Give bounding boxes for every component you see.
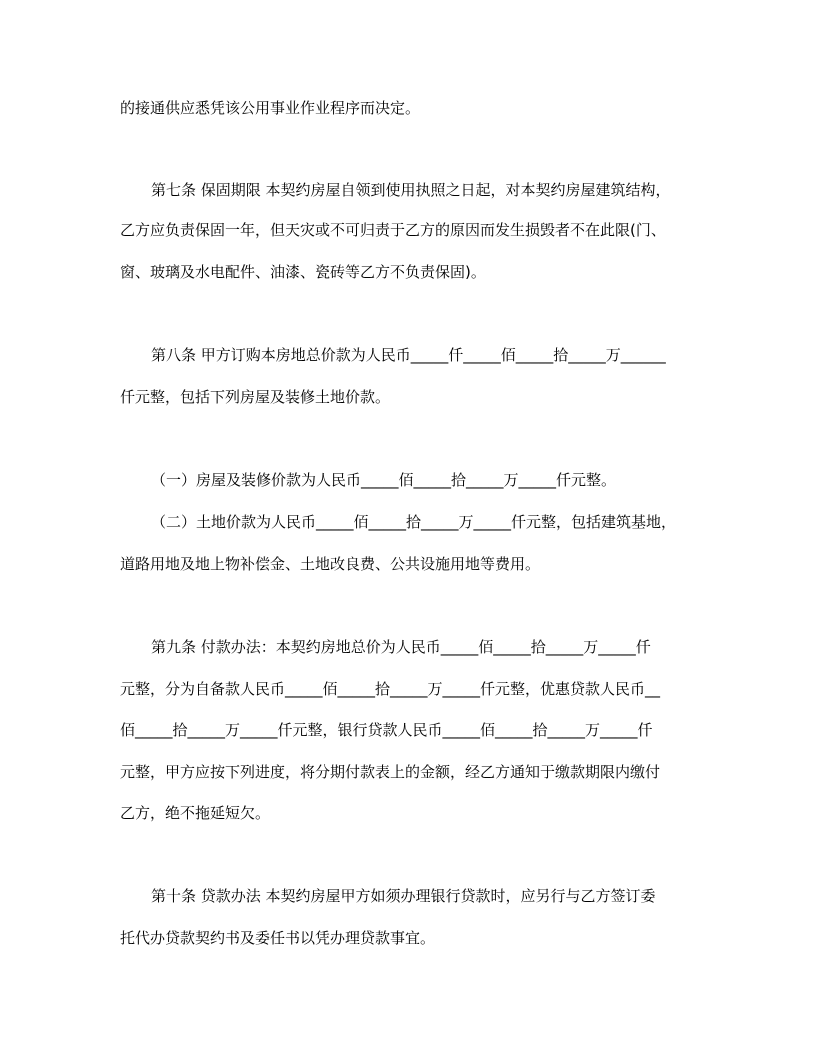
paragraph-line: 窗、玻璃及水电配件、油漆、瓷砖等乙方不负责保固)。	[120, 263, 486, 281]
paragraph-line: 的接通供应悉凭该公用事业作业程序而决定。	[120, 99, 421, 117]
list-item-1: （一）房屋及装修价款为人民币_____佰_____拾_____万_____仟元整。	[151, 471, 617, 489]
article-7-title-line: 第七条 保固期限 本契约房屋自领到使用执照之日起，对本契约房屋建筑结构，	[151, 181, 671, 199]
paragraph-line: 道路用地及地上物补偿金、土地改良费、公共设施用地等费用。	[120, 555, 541, 573]
paragraph-line: 佰_____拾_____万_____仟元整，银行贷款人民币_____佰_____拾_____万_____仟	[120, 721, 653, 739]
paragraph-line: 乙方，绝不拖延短欠。	[120, 804, 271, 822]
paragraph-line: 托代办贷款契约书及委任书以凭办理贷款事宜。	[120, 929, 436, 947]
paragraph-line: 元整，分为自备款人民币_____佰_____拾_____万_____仟元整，优惠贷款人民币__	[120, 680, 661, 698]
list-item-2: （二）土地价款为人民币_____佰_____拾_____万_____仟元整，包括建筑基地，	[151, 513, 677, 531]
paragraph-line: 乙方应负责保固一年，但天灾或不可归责于乙方的原因而发生损毁者不在此限(门、	[120, 221, 666, 239]
article-10-title-line: 第十条 贷款办法 本契约房屋甲方如须办理银行贷款时，应另行与乙方签订委	[151, 887, 656, 905]
article-8-title-line: 第八条 甲方订购本房地总价款为人民币_____仟_____佰_____拾_____万______	[151, 346, 666, 364]
paragraph-line: 元整，甲方应按下列进度，将分期付款表上的金额，经乙方通知于缴款期限内缴付	[120, 763, 661, 781]
article-9-title-line: 第九条 付款办法：本契约房地总价为人民币_____佰_____拾_____万_____仟	[151, 638, 651, 656]
paragraph-line: 仟元整，包括下列房屋及装修土地价款。	[120, 388, 391, 406]
